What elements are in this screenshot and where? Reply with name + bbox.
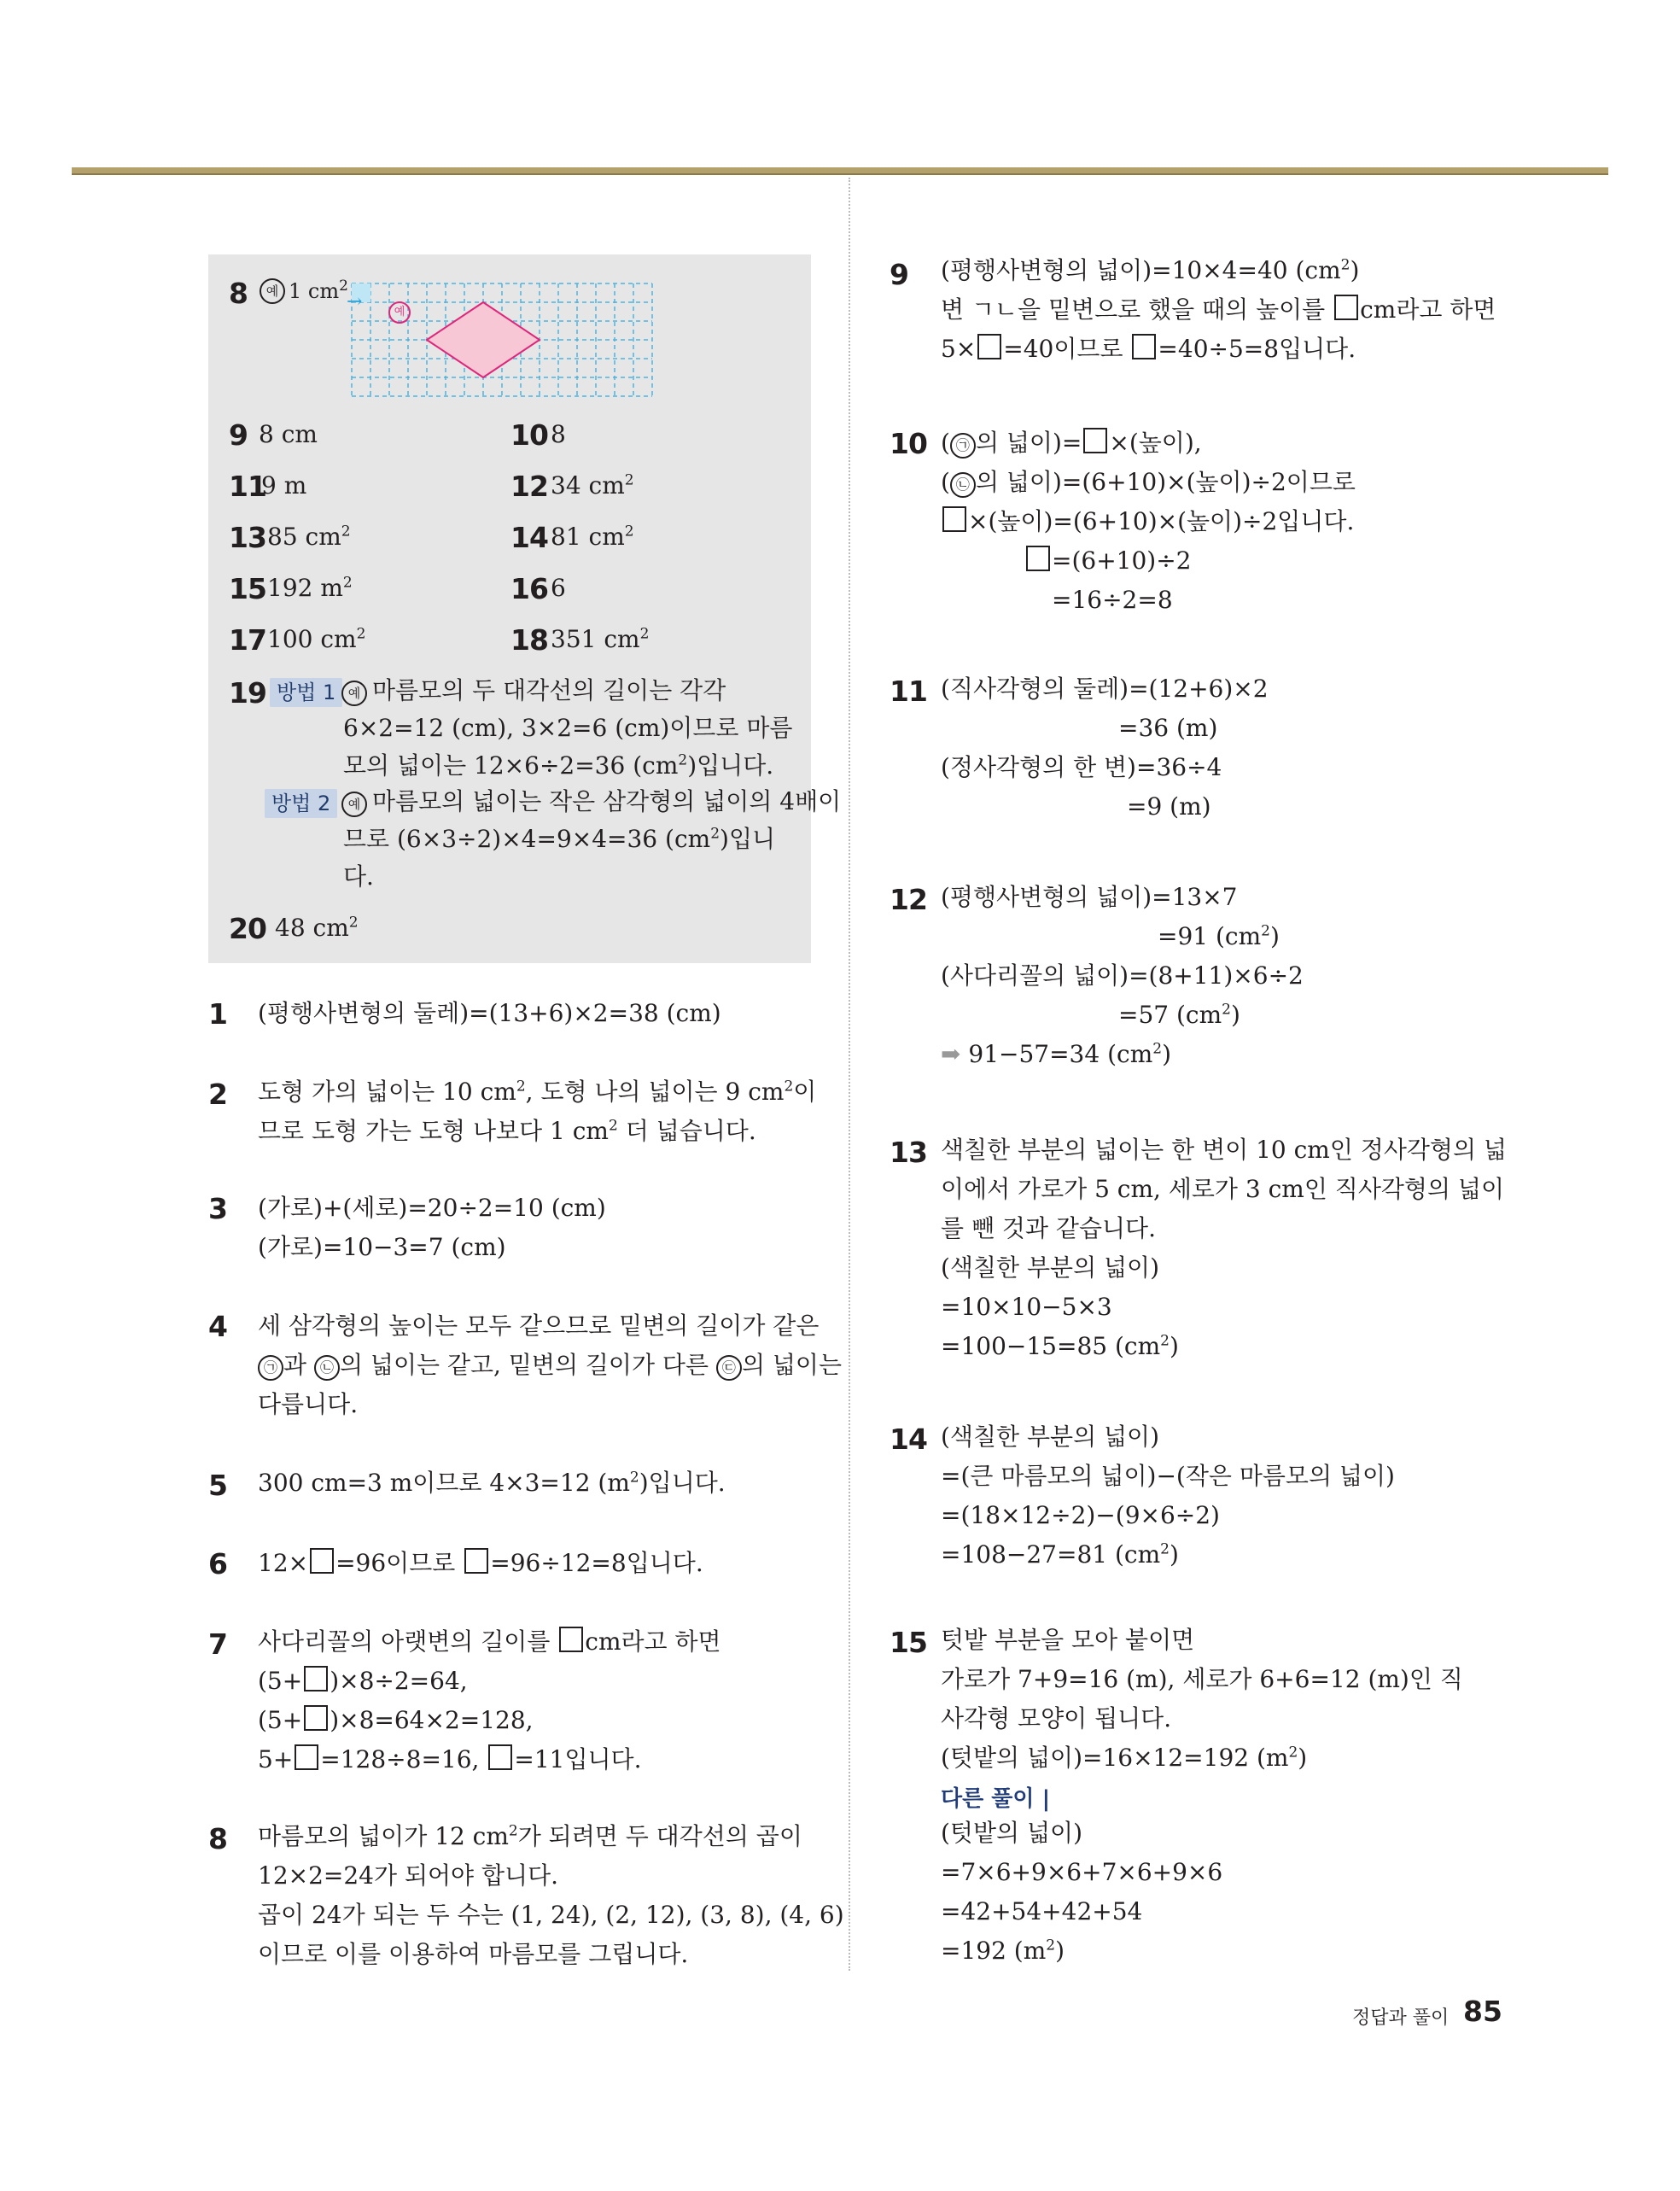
q7-line3: (5+ )×8=64×2=128,: [258, 1706, 534, 1734]
q1-number: 1: [208, 997, 227, 1031]
q15-number: 15: [890, 1626, 927, 1659]
q4-line2: ㉠ 과 ㉡ 의 넓이는 같고, 밑변의 길이가 다른 ㉢ 의 넓이는: [258, 1346, 842, 1385]
q3-line1: (가로)+(세로)=20÷2=10 (cm): [258, 1194, 606, 1222]
right-arrow-icon: ➡: [941, 1040, 961, 1068]
circled-b: ㉡: [314, 1355, 340, 1381]
q3-number: 3: [208, 1192, 227, 1225]
blank-box: [977, 334, 1001, 359]
blank-box: [1083, 428, 1107, 453]
blank-box: [304, 1705, 328, 1731]
rhombus: [427, 302, 540, 377]
q15-line4: (텃밭의 넓이)=16×12=192 $(m^2)$: [941, 1744, 1308, 1772]
q13-line4: (색칠한 부분의 넓이): [941, 1253, 1160, 1282]
q15-line6: (텃밭의 넓이): [941, 1819, 1082, 1847]
unit-square-label: 1 $cm^2$: [289, 278, 348, 303]
q3-line2: (가로)=10−3=7 (cm): [258, 1233, 506, 1261]
method1-line1: 마름모의 두 대각선의 길이는 각각: [372, 676, 726, 704]
q14-line3: =(18×12÷2)−(9×6÷2): [941, 1501, 1220, 1529]
q4-line1: 세 삼각형의 높이는 모두 같으므로 밑변의 길이가 같은: [258, 1312, 820, 1340]
q11-line1: (직사각형의 둘레)=(12+6)×2: [941, 675, 1269, 703]
example-mark: 예: [341, 792, 367, 817]
q9-line1: (평행사변형의 넓이)=10×4=40 $(cm^2)$: [941, 256, 1360, 284]
method2-line1: 마름모의 넓이는 작은 삼각형의 넓이의 4배이: [372, 787, 842, 815]
q10-line1: ( ㉠ 의 넓이)= ×(높이),: [941, 429, 1202, 457]
q13-line3: 를 뺀 것과 같습니다.: [941, 1214, 1156, 1242]
q9-line2: 변 ㄱㄴ을 밑변으로 했을 때의 높이를 cm라고 하면: [941, 295, 1496, 324]
q15-line1: 텃밭 부분을 모아 붙이면: [941, 1626, 1195, 1654]
q5-line: 300 cm=3 m이므로 4×3=12 $(m^2)$입니다.: [258, 1469, 726, 1497]
shape-example-mark: 예: [388, 301, 411, 324]
blank-box: [295, 1744, 318, 1770]
blank-box: [1334, 295, 1358, 320]
q11-line3: (정사각형의 한 변)=36÷4: [941, 753, 1222, 781]
blank-box: [942, 506, 966, 532]
box-q20-answer: 48 $cm^2$: [275, 914, 359, 942]
q6-line: 12× =96이므로 =96÷12=8입니다.: [258, 1549, 703, 1577]
blank-box: [310, 1548, 334, 1574]
q7-number: 7: [208, 1627, 227, 1661]
example-mark: 예: [341, 681, 367, 706]
q14-line2: =(큰 마름모의 넓이)−(작은 마름모의 넓이): [941, 1462, 1395, 1490]
q10-line3: ×(높이)=(6+10)×(높이)÷2입니다.: [941, 502, 1354, 541]
circled-c: ㉢: [716, 1355, 742, 1381]
q15-line9: =192 $(m^2)$: [941, 1937, 1065, 1965]
method1-badge: 방법 1: [270, 678, 342, 707]
method2-badge: 방법 2: [265, 789, 337, 818]
q15-line8: =42+54+42+54: [941, 1897, 1143, 1925]
q10-line5: =16÷2=8: [1052, 586, 1173, 614]
example-mark: 예: [260, 278, 285, 304]
method1-line2: 6×2=12 (cm), 3×2=6 (cm)이므로 마름: [343, 714, 793, 742]
q9-number: 9: [890, 258, 908, 291]
q10-line4: =(6+10)÷2: [1024, 541, 1192, 581]
blank-box: [304, 1666, 328, 1691]
header-rule-shadow: [72, 173, 1608, 175]
q7-line1: 사다리꼴의 아랫변의 길이를 cm라고 하면: [258, 1627, 721, 1656]
q12-number: 12: [890, 883, 927, 916]
box-q20-number: 20: [229, 912, 266, 945]
circled-b: ㉡: [950, 472, 976, 498]
blank-box: [464, 1548, 488, 1574]
blank-box: [488, 1744, 512, 1770]
q13-number: 13: [890, 1136, 927, 1169]
q10-line2: ( ㉡ 의 넓이)=(6+10)×(높이)÷2이므로: [941, 468, 1356, 496]
q13-line5: =10×10−5×3: [941, 1293, 1112, 1321]
q13-line1: 색칠한 부분의 넓이는 한 변이 10 cm인 정사각형의 넓: [941, 1136, 1507, 1164]
q13-line6: =100−15=85 $(cm^2)$: [941, 1332, 1179, 1360]
column-divider: [849, 178, 850, 1971]
q12-line4: =57 $(cm^2)$: [1118, 1001, 1240, 1029]
q15-line3: 사각형 모양이 됩니다.: [941, 1704, 1172, 1732]
arrow-icon: →: [347, 291, 363, 313]
q11-line2: =36 (m): [1118, 714, 1218, 742]
method1-line3: 모의 넓이는 12×6÷2=36 $(cm^2)$입니다.: [343, 751, 774, 780]
page-number: 85: [1463, 1995, 1502, 2028]
q2-number: 2: [208, 1078, 227, 1111]
q4-number: 4: [208, 1310, 227, 1343]
method2-line2: 므로 (6×3÷2)×4=9×4=36 $(cm^2)$입니: [343, 825, 776, 853]
q11-line4: =9 (m): [1127, 792, 1211, 821]
alternative-solution-label: 다른 풀이 |: [941, 1786, 1051, 1812]
q15-line2: 가로가 7+9=16 (m), 세로가 6+6=12 (m)인 직: [941, 1665, 1463, 1693]
q12-line1: (평행사변형의 넓이)=13×7: [941, 883, 1238, 911]
footer-label: 정답과 풀이: [1352, 2007, 1450, 2029]
q10-number: 10: [890, 427, 927, 460]
q14-line4: =108−27=81 $(cm^2)$: [941, 1540, 1179, 1569]
blank-box: [559, 1627, 583, 1652]
q8-line4: 이므로 이를 이용하여 마름모를 그립니다.: [258, 1940, 689, 1968]
method2-line3: 다.: [343, 862, 374, 891]
q2-line2: 므로 도형 가는 도형 나보다 1 $cm^2$ 더 넓습니다.: [258, 1117, 756, 1145]
q8-line3: 곱이 24가 되는 두 수는 (1, 24), (2, 12), (3, 8), (4, 6): [258, 1901, 844, 1929]
q4-line3: 다릅니다.: [258, 1390, 359, 1418]
q12-line5: ➡ 91−57=34 $(cm^2)$: [941, 1040, 1172, 1068]
header-rule: [72, 167, 1608, 173]
q1-line: (평행사변형의 둘레)=(13+6)×2=38 (cm): [258, 999, 721, 1027]
q8-line1: 마름모의 넓이가 12 $cm^2$가 되려면 두 대각선의 곱이: [258, 1822, 802, 1850]
q12-line2: =91 $(cm^2)$: [1158, 922, 1280, 950]
q14-line1: (색칠한 부분의 넓이): [941, 1423, 1160, 1451]
q2-line1: 도형 가의 넓이는 10 $cm^2$, 도형 나의 넓이는 9 $cm^2$이: [258, 1078, 817, 1106]
circled-a: ㉠: [950, 433, 976, 459]
circled-a: ㉠: [258, 1355, 283, 1381]
q8-number: 8: [208, 1822, 227, 1855]
blank-box: [1132, 334, 1156, 359]
q6-number: 6: [208, 1547, 227, 1580]
box-q8-number: 8: [229, 277, 248, 310]
q7-line2: (5+ )×8÷2=64,: [258, 1667, 468, 1695]
q13-line2: 이에서 가로가 5 cm, 세로가 3 cm인 직사각형의 넓이: [941, 1175, 1505, 1203]
box-q19-number: 19: [229, 676, 266, 710]
q12-line3: (사다리꼴의 넓이)=(8+11)×6÷2: [941, 961, 1304, 990]
q14-number: 14: [890, 1423, 927, 1456]
q15-line7: =7×6+9×6+7×6+9×6: [941, 1858, 1223, 1886]
q9-line3: 5× =40이므로 =40÷5=8입니다.: [941, 335, 1356, 363]
rhombus-grid-figure: [345, 280, 661, 401]
q11-number: 11: [890, 675, 927, 708]
q8-line2: 12×2=24가 되어야 합니다.: [258, 1861, 559, 1890]
blank-box: [1026, 546, 1050, 571]
q5-number: 5: [208, 1469, 227, 1502]
q7-line4: 5+ =128÷8=16, =11입니다.: [258, 1745, 642, 1773]
